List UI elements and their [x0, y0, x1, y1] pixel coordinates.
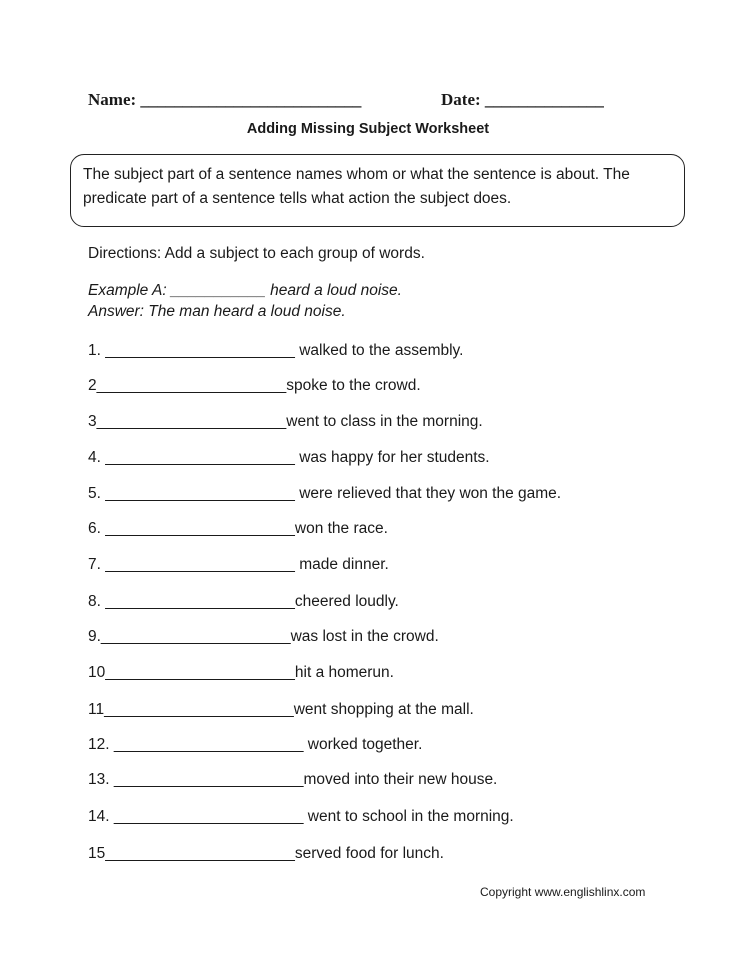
- example-answer: Answer: The man heard a loud noise.: [88, 303, 346, 320]
- question-item-1: 1. ______________________ walked to the assembly.: [88, 342, 464, 359]
- example-prompt: Example A: ___________ heard a loud noise.: [88, 282, 402, 299]
- question-item-12: 12. ______________________ worked together.: [88, 736, 423, 753]
- definition-box: [70, 154, 685, 227]
- question-item-10: 10______________________hit a homerun.: [88, 664, 394, 681]
- question-item-4: 4. ______________________ was happy for her students.: [88, 449, 490, 466]
- worksheet-title: Adding Missing Subject Worksheet: [246, 121, 490, 137]
- question-item-7: 7. ______________________ made dinner.: [88, 556, 389, 573]
- question-item-15: 15______________________served food for lunch.: [88, 845, 444, 862]
- copyright-notice: Copyright www.englishlinx.com: [480, 885, 646, 899]
- question-item-13: 13. ______________________moved into their new house.: [88, 771, 498, 788]
- question-item-11: 11______________________went shopping at the mall.: [88, 701, 474, 718]
- question-item-3: 3______________________went to class in the morning.: [88, 413, 483, 430]
- date-field-label: Date: ______________: [441, 90, 604, 109]
- directions-text: Directions: Add a subject to each group of words.: [88, 245, 425, 262]
- name-field-label: Name: __________________________: [88, 90, 362, 109]
- question-item-14: 14. ______________________ went to school in the morning.: [88, 808, 514, 825]
- definition-line-1: The subject part of a sentence names whom or what the sentence is about. The: [83, 166, 630, 183]
- question-item-5: 5. ______________________ were relieved that they won the game.: [88, 485, 562, 502]
- definition-line-2: predicate part of a sentence tells what action the subject does.: [83, 190, 512, 207]
- question-item-9: 9.______________________was lost in the crowd.: [88, 628, 439, 645]
- question-item-8: 8. ______________________cheered loudly.: [88, 593, 399, 610]
- question-item-6: 6. ______________________won the race.: [88, 520, 388, 537]
- question-item-2: 2______________________spoke to the crowd.: [88, 377, 421, 394]
